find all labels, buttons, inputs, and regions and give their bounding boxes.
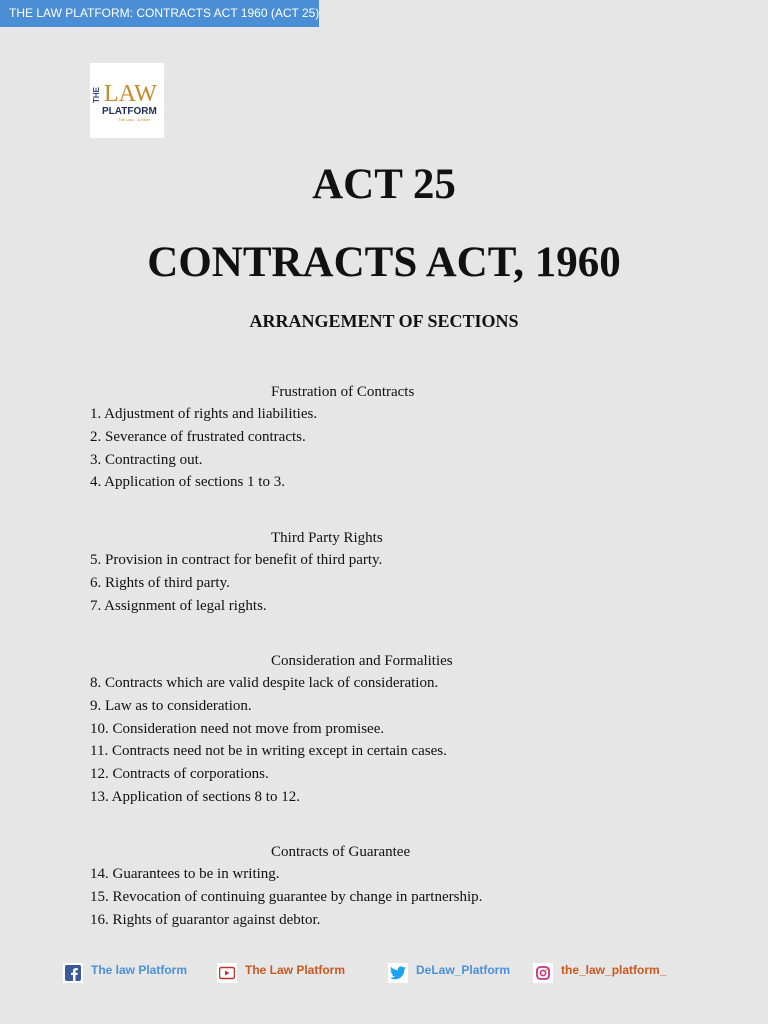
youtube-icon bbox=[217, 963, 237, 983]
act-number: ACT 25 bbox=[312, 161, 456, 208]
instagram-icon bbox=[533, 963, 553, 983]
part-heading: Third Party Rights bbox=[271, 530, 383, 546]
part-third-party bbox=[90, 527, 690, 617]
section-item: 7. Assignment of legal rights. bbox=[90, 597, 267, 614]
part-heading: Contracts of Guarantee bbox=[271, 844, 411, 860]
part-consideration bbox=[90, 650, 690, 809]
part-guarantee bbox=[90, 841, 690, 931]
logo-the: THE bbox=[92, 87, 101, 103]
section-item: 9. Law as to consideration. bbox=[90, 697, 252, 714]
section-item: 4. Application of sections 1 to 3. bbox=[90, 474, 285, 491]
section-item: 10. Consideration need not move from promisee. bbox=[90, 720, 385, 737]
section-item: 11. Contracts need not be in writing except in certain cases. bbox=[90, 743, 447, 760]
section-item: 16. Rights of guarantor against debtor. bbox=[90, 911, 321, 928]
logo-tagline: The Law... & More bbox=[118, 117, 151, 122]
section-item: 5. Provision in contract for benefit of third party. bbox=[90, 552, 383, 568]
social-footer bbox=[0, 958, 768, 988]
document-title-tab: THE LAW PLATFORM: CONTRACTS ACT 1960 (ACT 25) bbox=[0, 0, 319, 27]
arrangement-heading: ARRANGEMENT OF SECTIONS bbox=[249, 311, 519, 331]
section-item: 8. Contracts which are valid despite lack of consideration. bbox=[90, 675, 439, 691]
section-item: 12. Contracts of corporations. bbox=[90, 766, 269, 783]
twitter-icon bbox=[388, 963, 408, 983]
instagram-label: the_law_platform_ bbox=[561, 963, 667, 977]
law-platform-logo bbox=[90, 63, 164, 138]
instagram-link[interactable] bbox=[533, 962, 666, 984]
section-item: 2. Severance of frustrated contracts. bbox=[90, 428, 306, 445]
section-item: 15. Revocation of continuing guarantee by change in partnership. bbox=[90, 888, 483, 905]
twitter-label: DeLaw_Platform bbox=[416, 963, 511, 977]
logo-law: LAW bbox=[104, 81, 157, 107]
part-heading: Frustration of Contracts bbox=[271, 384, 415, 400]
facebook-label: The law Platform bbox=[91, 963, 188, 977]
youtube-link[interactable] bbox=[217, 962, 345, 984]
act-title: CONTRACTS ACT, 1960 bbox=[147, 239, 621, 286]
facebook-link[interactable] bbox=[63, 962, 187, 984]
twitter-link[interactable] bbox=[388, 962, 510, 984]
section-item: 6. Rights of third party. bbox=[90, 574, 230, 591]
section-item: 1. Adjustment of rights and liabilities. bbox=[90, 406, 318, 422]
logo-platform: PLATFORM bbox=[102, 106, 157, 117]
section-item: 13. Application of sections 8 to 12. bbox=[90, 788, 300, 805]
youtube-label: The Law Platform bbox=[245, 963, 346, 977]
part-frustration bbox=[90, 381, 690, 494]
section-item: 3. Contracting out. bbox=[90, 451, 203, 468]
part-heading: Consideration and Formalities bbox=[271, 653, 453, 669]
section-item: 14. Guarantees to be in writing. bbox=[90, 866, 280, 882]
facebook-icon bbox=[63, 963, 83, 983]
